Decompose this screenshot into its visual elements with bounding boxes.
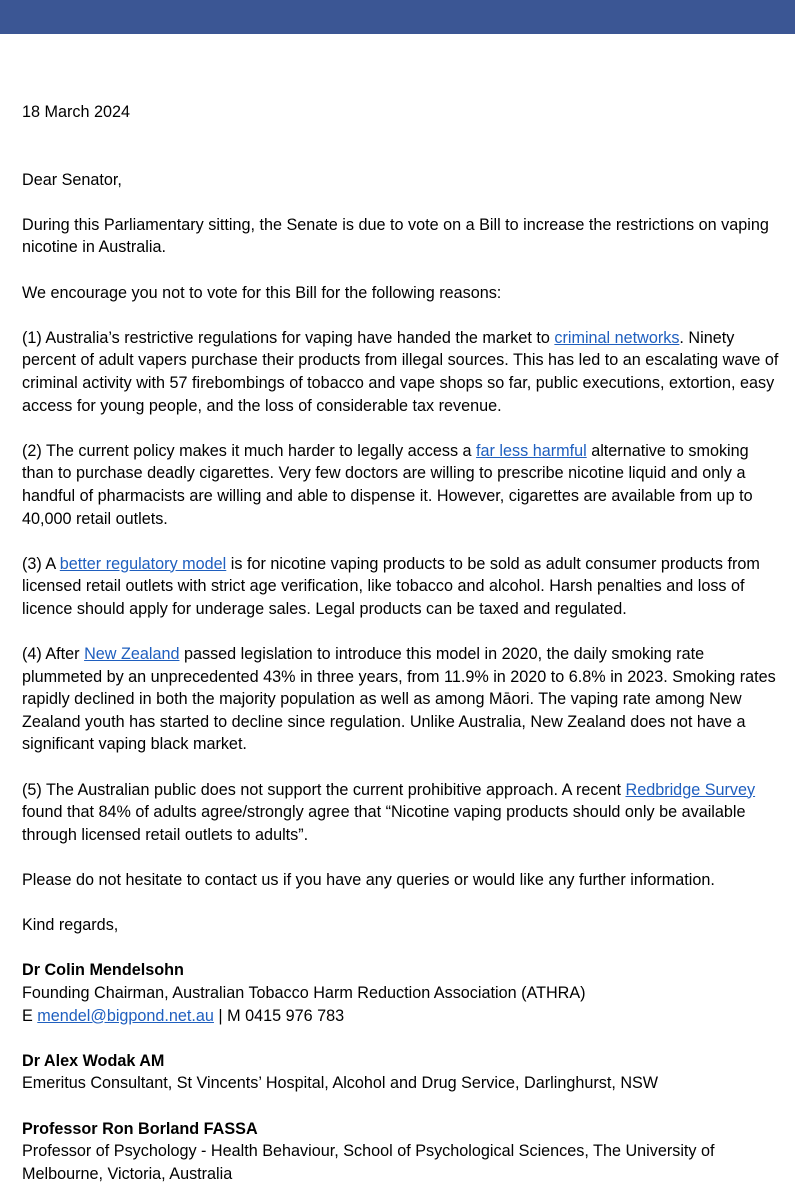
criminal-networks-link[interactable]: criminal networks xyxy=(554,328,680,347)
reason-3-text: (3) A xyxy=(22,554,60,573)
intro-paragraph: During this Parliamentary sitting, the Senate is due to vote on a Bill to increase the restrictions on vaping nicotine in Australia. xyxy=(22,215,769,257)
reason-2-text: (2) The current policy makes it much harder to legally access a xyxy=(22,441,477,460)
signatory-title: Founding Chairman, Australian Tobacco Harm Reduction Association (ATHRA) xyxy=(22,983,586,1002)
reason-3-text-cont: is for nicotine vaping products to be sold as adult consumer products from licensed retail outlets with strict age verification, like tobacco and alcohol. Harsh penalties and loss of licence should apply for underage sales. Legal products can be taxed and regulated. xyxy=(22,554,760,618)
reason-1-text-cont: . Ninety percent of adult vapers purchase their products from illegal sources. This has led to an escalating wave of criminal activity with 57 firebombings of tobacco and vape shops so far, public executions, extortion, easy access for young people, and the loss of considerable tax revenue. xyxy=(22,328,779,415)
signatory-contact xyxy=(22,1005,780,1028)
signatory-name: Dr Colin Mendelsohn xyxy=(22,961,184,980)
signatory-title: Professor of Psychology - Health Behaviour, School of Psychological Sciences, The University of Melbourne, Victoria, Australia xyxy=(22,1142,715,1183)
better-regulatory-model-link[interactable]: better regulatory model xyxy=(59,554,227,573)
header-band xyxy=(0,0,795,34)
signatory-2 xyxy=(22,1050,780,1095)
reason-5-paragraph xyxy=(22,779,780,847)
closing: Kind regards, xyxy=(22,916,119,935)
reason-4-text: (4) After xyxy=(22,645,85,664)
reason-1-text: (1) Australia’s restrictive regulations for vaping have handed the market to xyxy=(22,328,555,347)
signatory-name: Professor Ron Borland FASSA xyxy=(22,1119,258,1138)
reason-5-text-cont: found that 84% of adults agree/strongly agree that “Nicotine vaping products should only be available through licensed retail outlets to adults”. xyxy=(22,803,746,844)
reason-4-paragraph xyxy=(22,643,780,756)
reason-5-text: (5) The Australian public does not support the current prohibitive approach. A recent xyxy=(22,780,626,799)
salutation: Dear Senator, xyxy=(22,170,122,189)
signatory-title: Emeritus Consultant, St Vincents’ Hospital, Alcohol and Drug Service, Darlinghurst, NSW xyxy=(22,1074,659,1093)
signatory-3 xyxy=(22,1118,780,1186)
contact-paragraph: Please do not hesitate to contact us if you have any queries or would like any further information. xyxy=(22,871,715,889)
signatory-1 xyxy=(22,959,780,1027)
letter-body xyxy=(22,101,780,1200)
email-link[interactable]: mendel@bigpond.net.au xyxy=(37,1006,214,1025)
phone-text: | M 0415 976 783 xyxy=(213,1006,345,1025)
reason-1-paragraph xyxy=(22,327,780,417)
reason-2-text-cont: alternative to smoking than to purchase deadly cigarettes. Very few doctors are willing to prescribe nicotine liquid and only a handful of pharmacists are willing and able to dispense it. However, cigarettes are available from up to 40,000 retail outlets. xyxy=(22,441,753,528)
far-less-harmful-link[interactable]: far less harmful xyxy=(476,441,587,460)
reason-4-text-cont: passed legislation to introduce this model in 2020, the daily smoking rate plummeted by an unprecedented 43% in three years, from 11.9% in 2020 to 6.8% in 2023. Smoking rates rapidly declined in both the majority population as well as among Māori. The vaping rate among New Zealand youth has started to decline since regulation. Unlike Australia, New Zealand does not have a significant vaping black market. xyxy=(22,645,776,754)
reason-2-paragraph xyxy=(22,440,780,530)
redbridge-survey-link[interactable]: Redbridge Survey xyxy=(625,780,756,799)
signatory-name: Dr Alex Wodak AM xyxy=(22,1051,165,1070)
email-label: E xyxy=(22,1006,38,1025)
encourage-paragraph: We encourage you not to vote for this Bill for the following reasons: xyxy=(22,283,502,302)
new-zealand-link[interactable]: New Zealand xyxy=(84,645,180,664)
letter-date: 18 March 2024 xyxy=(22,103,130,121)
reason-3-paragraph xyxy=(22,553,780,621)
